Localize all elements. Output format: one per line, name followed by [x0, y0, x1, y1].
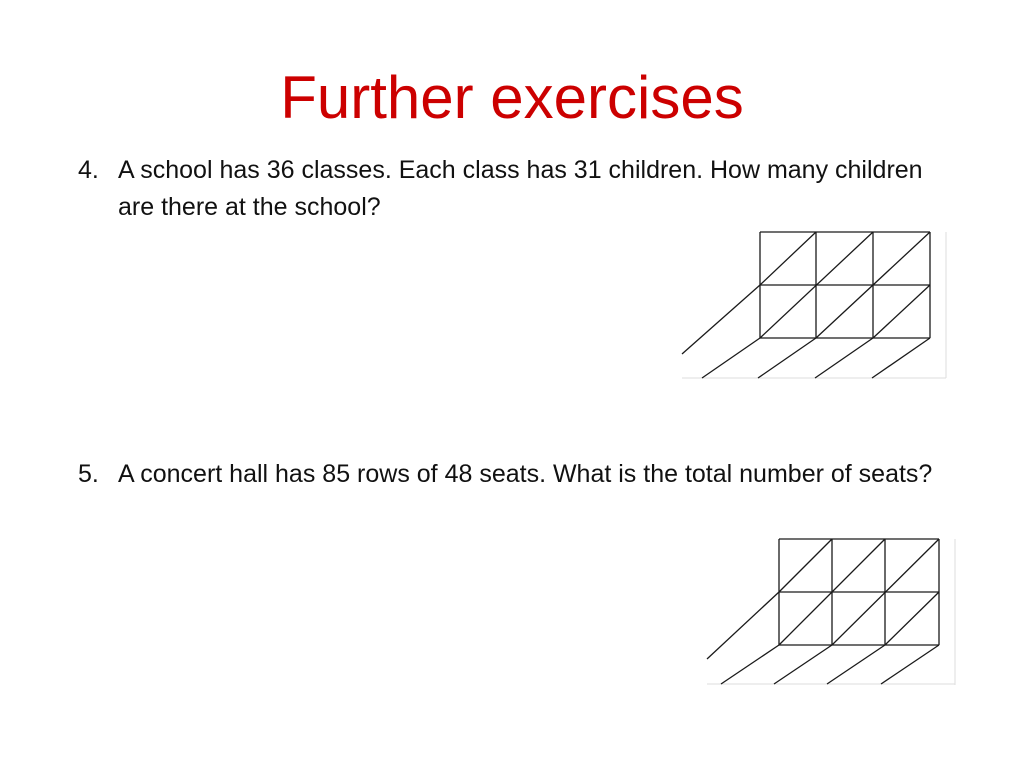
- grid-diagonal: [873, 285, 930, 338]
- grid-diagonal: [707, 592, 779, 659]
- slide-title: Further exercises: [280, 64, 744, 131]
- lattice-multiplication-grid-4: [680, 230, 948, 380]
- exercise-number: 4.: [78, 156, 99, 184]
- exercise-5: [78, 456, 958, 493]
- grid-diagonal: [774, 645, 832, 684]
- grid-diagonal: [758, 338, 816, 378]
- grid-diagonal: [721, 645, 779, 684]
- exercise-4: [78, 152, 958, 226]
- grid-diagonal: [682, 285, 760, 354]
- lattice-multiplication-grid-5: [705, 537, 957, 687]
- grid-diagonal: [872, 338, 930, 378]
- grid-diagonal: [702, 338, 760, 378]
- grid-diagonal: [881, 645, 939, 684]
- grid-diagonal: [760, 232, 816, 285]
- grid-diagonal: [827, 645, 885, 684]
- grid-diagonal: [779, 539, 832, 592]
- grid-diagonal: [885, 592, 939, 645]
- grid-diagonal: [815, 338, 873, 378]
- exercise-question: A concert hall has 85 rows of 48 seats. What is the total number of seats?: [118, 460, 933, 488]
- exercise-question: A school has 36 classes. Each class has 31 children. How many children are there at the school?: [118, 156, 923, 221]
- exercise-number: 5.: [78, 460, 99, 488]
